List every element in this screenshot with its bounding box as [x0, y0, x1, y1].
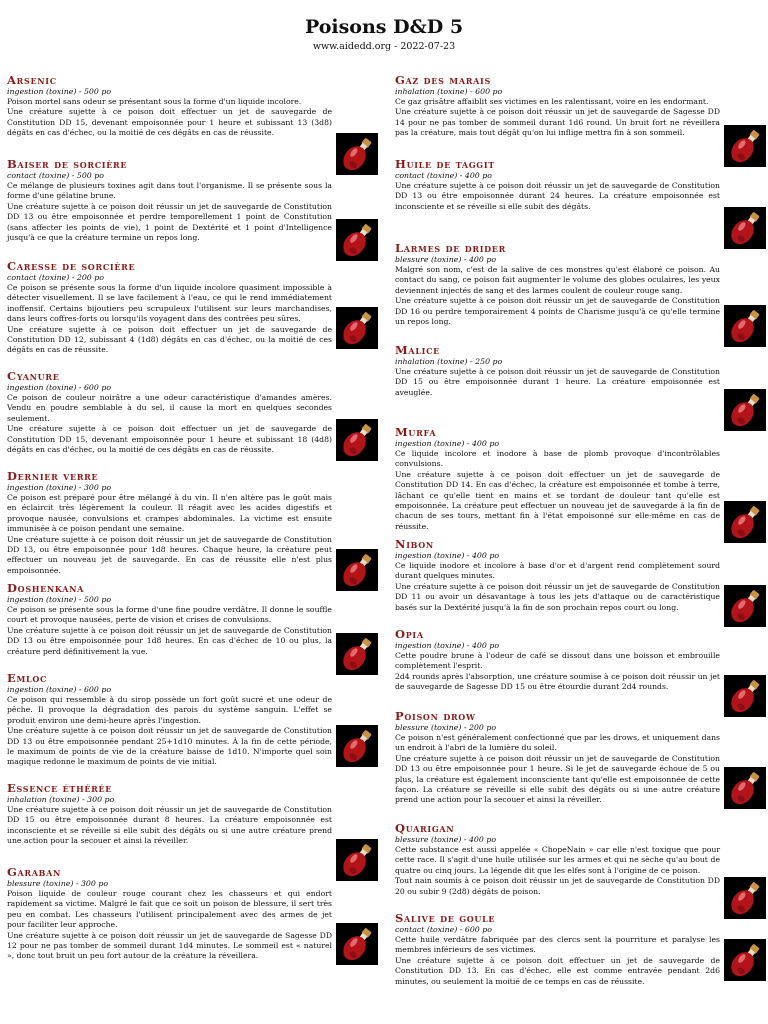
- description-paragraph: Poison mortel sans odeur se présentant sous la forme d'un liquide incolore.: [7, 97, 302, 106]
- poison-description: [7, 605, 378, 657]
- poison-potion-icon: [336, 725, 378, 767]
- poison-description: [7, 493, 378, 576]
- poison-entry: [7, 672, 378, 769]
- poison-name: Opia: [395, 627, 424, 641]
- description-paragraph: Une créature sujette à ce poison doit réussir un jet de sauvegarde de Constitution DD 13 ou être empoisonnée et perdre temporellement 1 point de Constitution (sans affecter les points de vie), 1 point de Dextérité et 1 point d'Intelligence jusqu'à ce que la créature termine un repos long.: [7, 201, 332, 243]
- poison-type: ingestion (toxine) - 400 po: [395, 439, 500, 448]
- poison-entry: [7, 260, 378, 356]
- description-paragraph: Une créature sujette à ce poison doit réussir un jet de sauvegarde de Constitution DD 13 ou être empoisonnée pour 1 heure. Si le jet de sauvegarde échoue de 5 ou plus, la créature est également inconsciente tant qu'elle est empoisonnée de cette façon. La créature se réveille si elle subit des dégâts ou si une autre créature prend une action pour la secouer et ainsi la réveiller.: [395, 753, 720, 805]
- poison-name: Gaz des marais: [395, 73, 491, 87]
- description-paragraph: Ce poison qui ressemble à du sirop possède un fort goût sucré et une odeur de pêche. Il provoque la dégradation des parois du système sanguin. L'effet se produit environ une demi-heure après l'ingestion.: [7, 695, 332, 725]
- poison-name: Arsenic: [7, 73, 57, 87]
- poison-entry: [7, 158, 378, 263]
- poison-name: Huile de taggit: [395, 157, 495, 171]
- poison-potion-icon: [724, 501, 766, 543]
- description-paragraph: Une créature sujette à ce poison doit réussir un jet de sauvegarde de Constitution DD 11 ou avoir un désavantage à tous les jets d'attaque ou de caractéristique basés sur la Dextérité jusqu'à la fin de son prochain repos court ou long.: [395, 581, 720, 612]
- poison-description: [7, 889, 378, 962]
- description-paragraph: Ce mélange de plusieurs toxines agit dans tout l'organisme. Il se présente sous la forme d'une gélatine brune.: [7, 181, 332, 201]
- poison-potion-icon: [336, 923, 378, 965]
- description-paragraph: Une créature sujette à ce poison doit réussir un jet de sauvegarde de Sagesse DD 14 pour ne pas tomber de sommeil durant 1d6 round. Un bruit fort ne réveillera pas la créature, mais tout dégât qu'on lui inflige mettra fin à son sommeil.: [395, 107, 720, 138]
- description-paragraph: Une créature sujette à ce poison doit réussir un jet de sauvegarde de Constitution DD 15 ou être empoisonnée durant 1 heure. La créature empoisonnée est aveuglée.: [395, 367, 720, 397]
- poison-entry: [395, 344, 766, 433]
- poison-name: Garaban: [7, 865, 62, 879]
- poison-name: Murfa: [395, 425, 437, 439]
- description-paragraph: Une créature sujette à ce poison doit réussir un jet de sauvegarde de Sagesse DD 12 pour ne pas tomber de sommeil durant 1d4 minutes. Le sommeil est « naturel », donc tout bruit un peu fort autour de la créature la réveillera.: [7, 930, 332, 961]
- poison-name: Quarigan: [395, 821, 455, 835]
- poison-description: [7, 97, 378, 139]
- poison-potion-icon: [724, 767, 766, 809]
- poison-entry: [7, 370, 378, 463]
- poison-type: ingestion (toxine) - 600 po: [7, 383, 112, 392]
- poison-name: Larmes de drider: [395, 241, 506, 255]
- description-paragraph: Cette poudre brune à l'odeur de café se dissout dans une boisson et embrouille complètement l'esprit.: [395, 651, 720, 671]
- poison-description: [7, 805, 378, 847]
- poison-description: [395, 935, 766, 987]
- poison-type: contact (toxine) - 400 po: [395, 171, 492, 180]
- poison-description: [395, 733, 766, 806]
- poison-type: ingestion (toxine) - 300 po: [7, 483, 112, 492]
- poison-type: inhalation (toxine) - 300 po: [7, 795, 115, 804]
- poison-potion-icon: [724, 389, 766, 431]
- description-paragraph: Une créature sujette à ce poison doit effectuer un jet de sauvegarde de Constitution DD 13. En cas d'échec, elle est comme entravée pendant 2d6 minutes, ou seulement la moitié de ce temps en cas de réussite.: [395, 955, 720, 986]
- poison-type: blessure (toxine) - 300 po: [7, 879, 109, 888]
- poison-name: Essence éthérée: [7, 781, 113, 795]
- description-paragraph: Une créature sujette à ce poison doit effectuer un jet de sauvegarde de Constitution DD 12, subissant 4 (1d8) dégâts en cas d'échec, ou la moitié de ces dégâts en cas de réussite.: [7, 324, 332, 355]
- poison-potion-icon: [336, 219, 378, 261]
- description-paragraph: Une créature sujette à ce poison doit réussir un jet de sauvegarde de Constitution DD 13, ou être empoisonnée pour 1d8 heures. Chaque heure, la créature peut effectuer un nouveau jet de sauvegarde. En cas de réussite elle n'est plus empoisonnée.: [7, 534, 332, 575]
- description-paragraph: Ce poison se présente sous la forme d'une fine poudre verdâtre. Il donne le souffle court et provoque nausées, perte de vision et crises de convulsions.: [7, 605, 332, 625]
- description-paragraph: Ce liquide inodore et incolore à base d'or et d'argent rend complètement sourd durant quelques minutes.: [395, 561, 720, 581]
- description-paragraph: Une créature sujette à ce poison doit réussir un jet de sauvegarde de Constitution DD 15 ou être empoisonnée durant 8 heures. La créature empoisonnée est inconsciente et se réveille si elle subit des dégâts ou si une autre créature prend une action pour la secouer et ainsi la réveiller.: [7, 805, 332, 846]
- poison-name: Poison drow: [395, 709, 476, 723]
- poison-type: contact (toxine) - 600 po: [395, 925, 492, 934]
- poison-description: [395, 265, 766, 327]
- description-paragraph: Ce poison de couleur noirâtre a une odeur caractéristique d'amandes amères. Vendu en poudre semblable à du sel, il cause la mort en quelques secondes seulement.: [7, 393, 332, 423]
- poison-description: [7, 181, 378, 243]
- poison-type: blessure (toxine) - 400 po: [395, 835, 497, 844]
- description-paragraph: Cette substance est aussi appelée « ChopeNain » car elle n'est toxique que pour cette race. Il s'agit d'une huile utilisée sur les armes et qui ne sèche qu'au bout de quatre ou cinq jours. La légende dit que les elfes sont à l'origine de ce poison.: [395, 845, 720, 875]
- poison-type: ingestion (toxine) - 400 po: [395, 641, 500, 650]
- description-paragraph: Ce poison n'est généralement confectionné que par les drows, et uniquement dans un endroit à l'abri de la lumière du soleil.: [395, 733, 720, 753]
- poison-type: blessure (toxine) - 200 po: [395, 723, 497, 732]
- poison-name: Malice: [395, 343, 440, 357]
- poison-entry: [395, 242, 766, 349]
- description-paragraph: Une créature sujette à ce poison doit effectuer un jet de sauvegarde de Constitution DD 15, devenant empoisonnée pour 1 heure et subissant 18 (4d8) dégâts en cas d'échec, ou la moitié de ces dégâts en cas de réussite.: [7, 424, 332, 455]
- poison-potion-icon: [724, 305, 766, 347]
- description-paragraph: Une créature sujette à ce poison doit effectuer un jet de sauvegarde de Constitution DD 15, devenant empoisonnée pour 1 heure et subissant 13 (3d8) dégâts en cas d'échec, ou la moitié de ces dégâts en cas de réussite.: [7, 107, 332, 138]
- poison-entry: [395, 822, 766, 921]
- description-paragraph: Une créature sujette à ce poison doit effectuer un jet de sauvegarde de Constitution DD 14. En cas d'échec, la créature est empoisonnée et tombe à terre, lâchant ce qu'elle tient en mains et se tordant de douleur tant qu'elle est empoisonnée. La créature peut effectuer un nouveau jet de sauvegarde à la fin de chacun de ses tours, mettant fin à l'état empoisonné sur elle-même en cas de réussite.: [395, 469, 720, 531]
- poison-description: [395, 561, 766, 613]
- poison-entry: [7, 470, 378, 593]
- poison-potion-icon: [336, 307, 378, 349]
- poison-type: contact (toxine) - 500 po: [7, 171, 104, 180]
- poison-entry: [7, 866, 378, 967]
- poison-potion-icon: [336, 419, 378, 461]
- poison-type: ingestion (toxine) - 500 po: [7, 87, 112, 96]
- poison-entry: [395, 710, 766, 811]
- description-paragraph: Poison liquide de couleur rouge courant chez les chasseurs et qui endort rapidement sa victime. Malgré le fait que ce soit un poison de blessure, il sert très peu en combat. Les chasseurs l'utilisent principalement avec des armes de jet pour faciliter leur approche.: [7, 889, 332, 930]
- poison-type: contact (toxine) - 200 po: [7, 273, 104, 282]
- poison-description: [395, 449, 766, 532]
- poison-potion-icon: [724, 939, 766, 981]
- page-title: Poisons D&D 5: [304, 16, 464, 38]
- description-paragraph: Malgré son nom, c'est de la salive de ces monstres qu'est élaboré ce poison. Au contact du sang, ce poison fait augmenter le volume des globes oculaires, les yeux deviennent injectés de sang et des larmes coulent de couleur rouge sang.: [395, 265, 720, 295]
- page-subtitle: www.aidedd.org - 2022-07-23: [312, 41, 456, 52]
- poison-type: inhalation (toxine) - 250 po: [395, 357, 503, 366]
- poison-type: ingestion (toxine) - 600 po: [7, 685, 112, 694]
- poison-description: [7, 283, 378, 356]
- poison-type: inhalation (toxine) - 600 po: [395, 87, 503, 96]
- description-paragraph: Ce liquide incolore et inodore à base de plomb provoque d'incontrôlables convulsions.: [395, 449, 720, 469]
- poison-description: [395, 181, 766, 212]
- poison-type: ingestion (toxine) - 500 po: [7, 595, 112, 604]
- poison-entry: [395, 912, 766, 987]
- poison-name: Emloc: [7, 671, 48, 685]
- poison-description: [395, 367, 766, 398]
- description-paragraph: Tout nain soumis à ce poison doit réussir un jet de sauvegarde de Constitution DD 20 ou subir 9 (2d8) dégâts de poison.: [395, 876, 720, 896]
- poison-entry: [395, 74, 766, 169]
- poison-potion-icon: [336, 633, 378, 675]
- poison-description: [7, 695, 378, 768]
- poison-potion-icon: [724, 585, 766, 627]
- description-paragraph: 2d4 rounds après l'absorption, une créature soumise à ce poison doit réussir un jet de sauvegarde de Sagesse DD 15 ou être étourdie durant 2d4 rounds.: [395, 671, 720, 692]
- poison-entry: [395, 158, 766, 251]
- poison-description: [395, 651, 766, 693]
- poison-description: [395, 97, 766, 139]
- description-paragraph: Cette huile verdâtre fabriquée par des clercs sent la pourriture et paralyse les membres inférieurs de ses victimes.: [395, 935, 720, 955]
- poison-name: Cyanure: [7, 369, 60, 383]
- poison-entry: [395, 426, 766, 545]
- description-paragraph: Une créature sujette à ce poison doit réussir un jet de sauvegarde de Constitution DD 13 ou être empoisonnée durant 24 heures. La créature empoisonnée est inconsciente et se réveille si elle subit des dégâts.: [395, 181, 720, 211]
- poison-description: [7, 393, 378, 455]
- poison-name: Salive de goule: [395, 911, 496, 925]
- poison-name: Baiser de sorcière: [7, 157, 128, 171]
- poison-description: [395, 845, 766, 897]
- description-paragraph: Une créature sujette à ce poison doit réussir un jet de sauvegarde de Constitution DD 16 ou perdre temporairement 4 points de Charisme jusqu'à ce qu'elle termine un repos long.: [395, 296, 720, 327]
- poison-type: blessure (toxine) - 400 po: [395, 255, 497, 264]
- description-paragraph: Ce poison est préparé pour être mélangé à du vin. Il n'en altère pas le goût mais en éclaircit très légèrement la couleur. Il réagit avec les acides digestifs et provoque nausée, convulsions et crampes abdominales. La victime est ensuite immunisée à ce poison pendant une semaine.: [7, 493, 332, 534]
- description-paragraph: Ce gaz grisâtre affaiblit ses victimes en les ralentissant, voire en les endormant.: [395, 97, 709, 106]
- description-paragraph: Une créature sujette à ce poison doit réussir un jet de sauvegarde de Constitution DD 13 ou être empoisonnée pour 1d8 heures. En cas d'échec de 10 ou plus, la créature perd définitivement la vue.: [7, 625, 332, 656]
- poison-name: Dernier verre: [7, 469, 99, 483]
- poison-name: Caresse de sorcière: [7, 259, 136, 273]
- description-paragraph: Ce poison se présente sous la forme d'un liquide incolore quasiment impossible à détecter visuellement. Il se lave facilement à l'eau, ce qui le rend immédiatement inoffensif. Certains bijoutiers peu scrupuleux l'utilisent sur leurs marchandises, dans leurs coffres-forts ou lorsqu'ils voyagent dans des contrées peu sûres.: [7, 283, 332, 324]
- poison-name: Doshenkana: [7, 581, 85, 595]
- poison-name: Nibon: [395, 537, 434, 551]
- description-paragraph: Une créature sujette à ce poison doit réussir un jet de sauvegarde de Constitution DD 13 ou être empoisonnée pendant 25+1d10 minutes. À la fin de cette période, le maximum de points de vie de la créature baisse de 1d10. N'importe quel soin magique redonne le maximum de points de vie initial.: [7, 726, 332, 767]
- poison-type: ingestion (toxine) - 400 po: [395, 551, 500, 560]
- page-header: [0, 16, 768, 52]
- poison-entry: [7, 582, 378, 677]
- poison-entry: [395, 538, 766, 629]
- poison-entry: [395, 628, 766, 719]
